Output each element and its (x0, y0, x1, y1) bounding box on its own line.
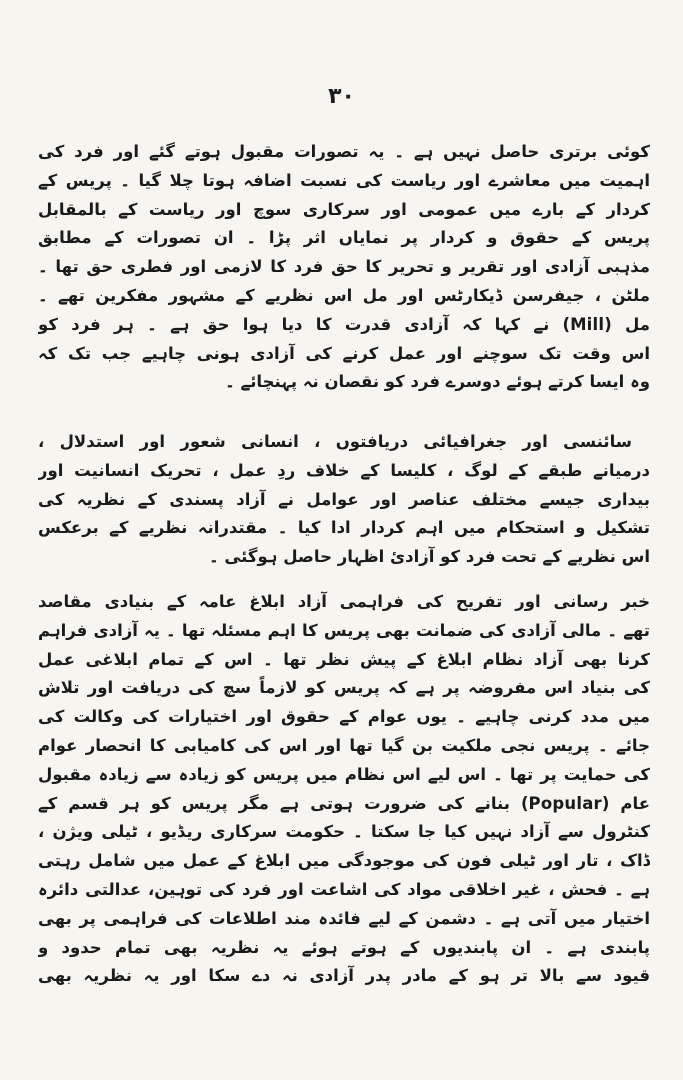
text-line: میں مدد کرنی چاہیے ۔ یوں عوام کے حقوق اور اختیارات کی وکالت کی (38, 707, 650, 727)
text-line: ملٹن ، جیفرسن ڈیکارٹس اور مل اس نظریے کے مشہور مفکرین تھے ۔ (38, 285, 650, 305)
text-line: کی بنیاد اس مفروضہ پر ہے کہ پریس کو لازماً سچ کی دریافت اور تلاش (38, 678, 650, 698)
text-line: کوئی برتری حاصل نہیں ہے ۔ یہ تصورات مقبول ہوتے گئے اور فرد کی (38, 142, 650, 161)
text-line: خبر رسانی اور تفریح کی فراہمی آزاد ابلاغ عامہ کے بنیادی مقاصد (38, 592, 650, 611)
text-line: کنٹرول سے آزاد نہیں کیا جا سکتا ۔ حکومت سرکاری ریڈیو ، ٹیلی ویژن ، (38, 822, 650, 842)
text-line: ہے ۔ فحش ، غیر اخلاقی مواد کی اشاعت اور فرد کی توہین، عدالتی دائرہ (38, 879, 650, 899)
text-line: مل (Mill) نے کہا کہ آزادی قدرت کا دیا ہوا حق ہے ۔ ہر فرد کو (38, 314, 650, 334)
text-line: درمیانے طبقے کے لوگ ، کلیسا کے خلاف ردِ عمل ، تحریک انسانیت اور (38, 460, 650, 480)
text-line: تھے ۔ مالی آزادی کی ضمانت بھی پریس کا اہم مسئلہ تھا ۔ یہ آزادی فراہم (38, 620, 650, 640)
text-line: پابندی ہے ۔ ان پابندیوں کے ہوتے ہوئے یہ نظریہ بھی تمام حدود و (38, 937, 650, 957)
text-line: عام (Popular) بنانے کی ضرورت ہوتی ہے مگر پریس کو ہر قسم کے (38, 793, 650, 813)
text-line: مذہبی آزادی اور تقریر و تحریر کا حق فرد کا لازمی اور فطری حق تھا ۔ (38, 257, 650, 277)
text-line: اہمیت میں معاشرے اور ریاست کی نسبت اضافہ ہوتا چلا گیا ۔ پریس کے (38, 170, 650, 190)
text-line: جائے ۔ پریس نجی ملکیت بن گیا تھا اور اس کی کامیابی کا انحصار عوام (38, 735, 650, 755)
text-line: سائنسی اور جغرافیائی دریافتوں ، انسانی شعور اور استدلال ، (38, 432, 632, 451)
text-line: اس وقت تک سوچنے اور عمل کرنے کی آزادی ہونی چاہیے جب تک کہ (38, 343, 650, 363)
paragraph-2 (38, 428, 650, 572)
text-line: پریس کے حقوق و کردار پر نمایاں اثر پڑا ۔ ان تصورات کے مطابق (38, 228, 650, 248)
paragraph-3 (38, 588, 650, 991)
text-line: بیداری جیسے مختلف عناصر اور عوامل نے آزاد پسندی کے نظریہ کی (38, 489, 650, 509)
text-line: وہ ایسا کرتے ہوئے دوسرے فرد کو نقصان نہ پہنچائے ۔ (225, 372, 650, 392)
text-line: کرنا بھی آزاد نظام ابلاغ کے پیش نظر تھا ۔ اس کے تمام ابلاغی عمل (38, 649, 650, 669)
text-line: قیود سے بالا تر ہو کے مادر پدر آزادی نہ دے سکا اور یہ نظریہ بھی (38, 966, 650, 986)
text-line: کی حمایت پر تھا ۔ اس لیے اس نظام میں پریس کو زیادہ سے زیادہ مقبول (38, 764, 650, 784)
text-line: ڈاک ، تار اور ٹیلی فون کی موجودگی میں ابلاغ کے عمل میں شامل رہتی (38, 851, 650, 871)
text-line: اس نظریے کے تحت فرد کو آزادیٔ اظہار حاصل ہوگئی ۔ (209, 547, 650, 567)
text-line: کردار کے بارے میں عمومی اور سرکاری سوچ اور ریاست کے بالمقابل (38, 199, 650, 219)
text-line: اختیار میں آتی ہے ۔ دشمن کے لیے فائدہ مند اطلاعات کی فراہمی پر بھی (38, 908, 650, 928)
page-number: ۳۰ (328, 84, 355, 109)
paragraph-1 (38, 138, 650, 397)
text-line: تشکیل و استحکام میں اہم کردار ادا کیا ۔ مقتدرانہ نظریے کے برعکس (38, 518, 650, 538)
